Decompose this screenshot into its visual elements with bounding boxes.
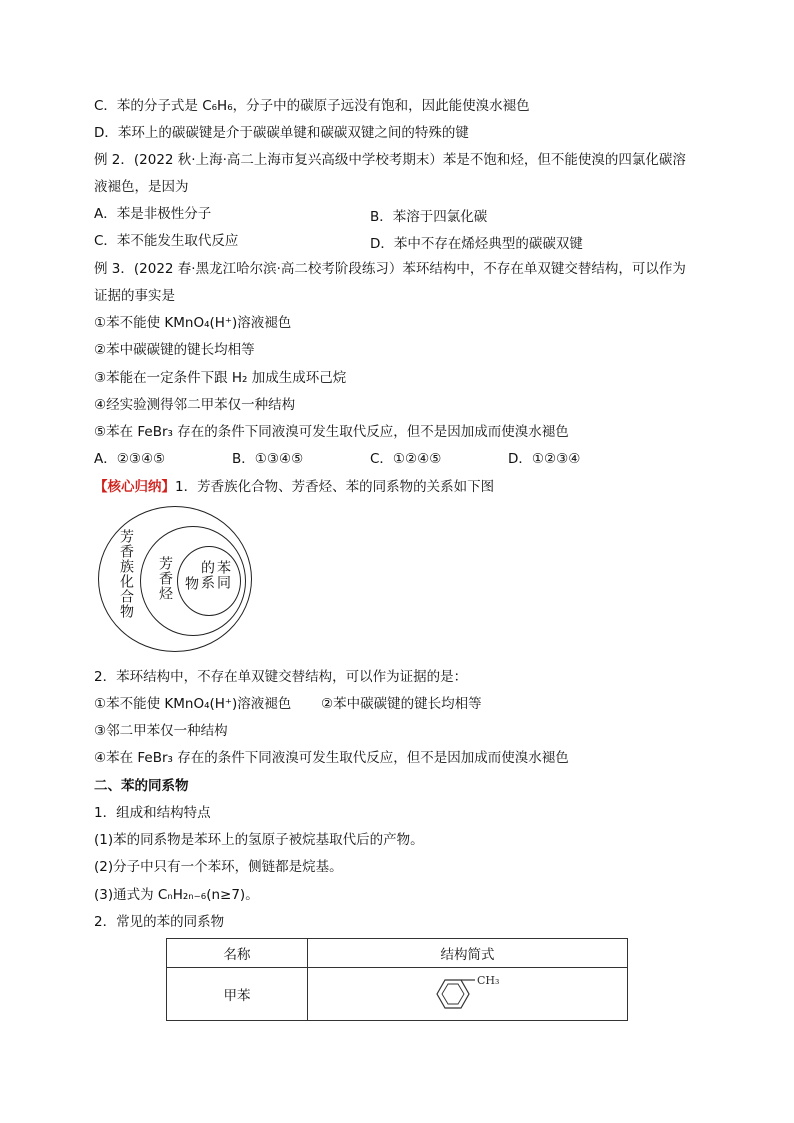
label-benzene-homologs-col1: 苯同 [215,560,231,590]
core-point-2-item-2: ②苯中碳碳键的键长均相等 [321,696,482,712]
q1-option-d: D．苯环上的碳碳键是介于碳碳单键和碳碳双键之间的特殊的键 [94,125,469,141]
core-summary-point-1: 1．芳香族化合物、芳香烃、苯的同系物的关系如下图 [175,479,495,495]
table-row [167,968,628,1021]
row-name-toluene: 甲苯 [167,968,308,1021]
core-point-2-item-4: ④苯在 FeBr₃ 存在的条件下同液溴可发生取代反应，但不是因加成而使溴水褪色 [94,750,569,766]
example-3-statement-3: ③苯能在一定条件下跟 H₂ 加成生成环己烷 [94,370,347,386]
row-structure-toluene [308,968,628,1021]
subsection-1: 1．组成和结构特点 [94,805,211,821]
header-name: 名称 [167,939,308,968]
homologs-table [166,938,628,1021]
subsection-2: 2．常见的苯的同系物 [94,914,225,930]
example-3-stem: 例 3．(2022 春·黑龙江哈尔滨·高二校考阶段练习）苯环结构中，不存在单双键交替结构，可以作为 [94,261,686,277]
example-3-stem-cont: 证据的事实是 [94,288,175,304]
table-header-row [167,939,628,968]
label-benzene-homologs-col2: 的系 [199,560,215,590]
core-summary-heading [94,478,494,496]
example-3-option-a: A．②③④⑤ [94,451,166,467]
example-3-options [94,450,580,468]
example-3-statement-5: ⑤苯在 FeBr₃ 存在的条件下同液溴可发生取代反应，但不是因加成而使溴水褪色 [94,424,569,440]
example-2-stem-cont: 液褪色，是因为 [94,179,189,195]
example-2-option-c: C．苯不能发生取代反应 [94,233,239,249]
q1-option-c: C．苯的分子式是 C₆H₆，分子中的碳原子远没有饱和，因此能使溴水褪色 [94,98,530,114]
subsection-1-point-1: (1)苯的同系物是苯环上的氢原子被烷基取代后的产物。 [94,832,424,848]
example-3-statement-1: ①苯不能使 KMnO₄(H⁺)溶液褪色 [94,315,292,331]
section-heading: 二、苯的同系物 [94,778,189,794]
core-point-2-item-1: ①苯不能使 KMnO₄(H⁺)溶液褪色 [94,696,292,712]
example-3-option-b: B．①③④⑤ [232,451,304,467]
subsection-1-point-2: (2)分子中只有一个苯环，侧链都是烷基。 [94,859,343,875]
core-summary-tag: 【核心归纳】 [94,479,175,495]
label-aromatic-hydrocarbons: 芳香烃 [157,556,173,601]
label-aromatic-compounds: 芳香族化合物 [118,529,134,619]
example-2-option-b: B．苯溶于四氯化碳 [370,209,488,225]
methyl-group-label: CH₃ [476,974,499,987]
example-2-option-d: D．苯中不存在烯烃典型的碳碳双键 [370,236,583,252]
core-summary-point-2: 2．苯环结构中，不存在单双键交替结构，可以作为证据的是： [94,669,468,685]
example-3-option-d: D．①②③④ [508,451,581,467]
label-benzene-homologs-col3: 物 [183,576,199,591]
example-2-stem: 例 2．(2022 秋·上海·高二上海市复兴高级中学校考期末）苯是不饱和烃，但不能使溴的四氯化碳溶 [94,152,686,168]
core-point-2-item-3: ③邻二甲苯仅一种结构 [94,723,228,739]
subsection-1-point-3: (3)通式为 CₙH₂ₙ₋₆(n≥7)。 [94,887,259,903]
benzene-ring-icon [423,974,513,1014]
example-3-option-c: C．①②④⑤ [370,451,442,467]
example-3-statement-4: ④经实验测得邻二甲苯仅一种结构 [94,397,296,413]
example-2-option-a: A．苯是非极性分子 [94,206,212,222]
header-structure: 结构简式 [308,939,628,968]
example-3-statement-2: ②苯中碳碳键的键长均相等 [94,342,255,358]
